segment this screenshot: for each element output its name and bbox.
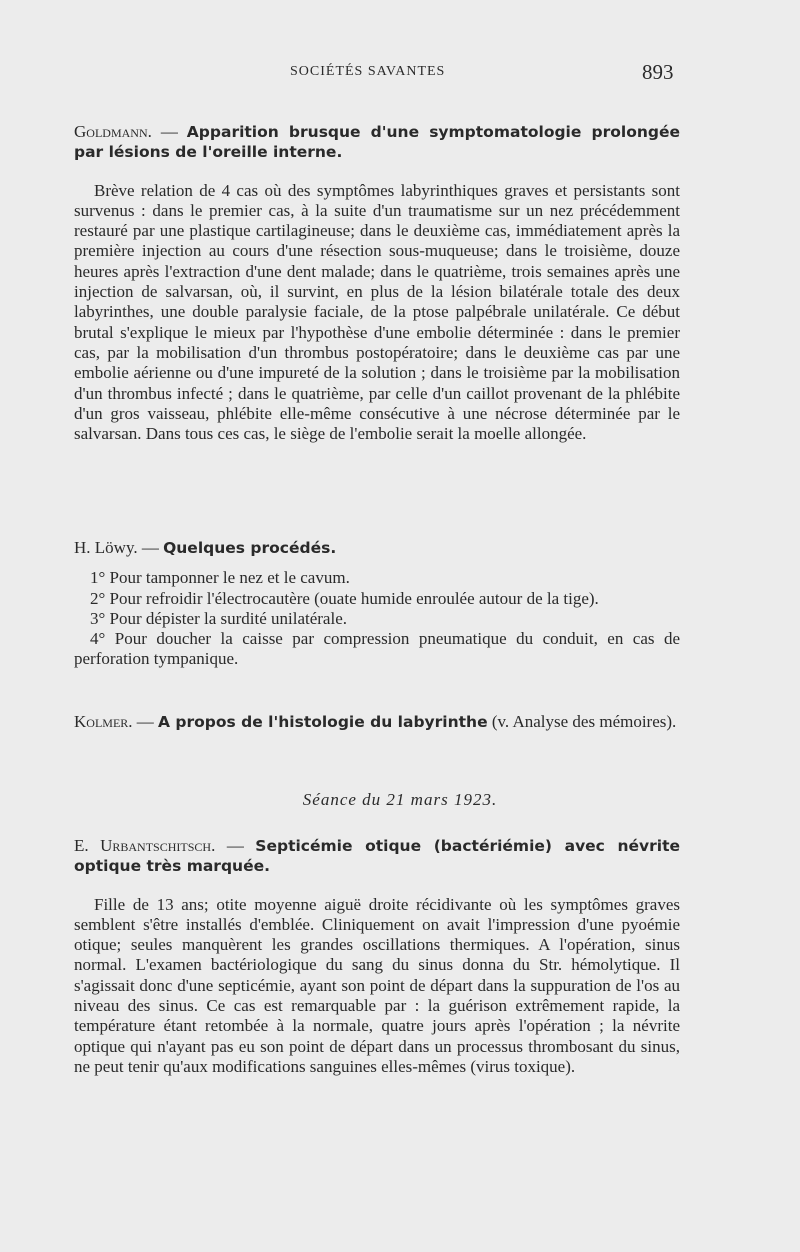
list-item: 4° Pour doucher la caisse par compression pneumatique du conduit, en cas de perforation tympanique. <box>74 629 680 669</box>
page-header <box>0 62 800 86</box>
dash: — <box>141 538 159 557</box>
section-heading <box>74 538 680 558</box>
author-name: Kolmer. <box>74 712 133 731</box>
section-goldmann <box>74 122 680 444</box>
section-title: Quelques procédés. <box>163 539 337 557</box>
procedure-list <box>74 568 680 669</box>
section-title: A propos de l'histologie du labyrinthe <box>158 713 488 731</box>
section-body: Fille de 13 ans; otite moyenne aiguë droite récidivante où les symptômes graves semblent s'être installés d'emblée. Cliniquement on avait l'impression d'une pyoémie otique; seules manquèrent les grandes oscillations thermiques. A l'opération, sinus normal. L'examen bactériologique du sang du sinus donna du Str. hémolytique. Il s'agissait donc d'une septicémie, ayant son point de départ dans la suppuration de l'os au niveau des sinus. Ce cas est remarquable par : la guérison extrêmement rapide, la température étant retombée à la normale, quatre jours après l'opération ; la névrite optique qui n'ayant pas eu son point de départ dans un processus thrombosant du sinus, ne peut tenir qu'aux modifications sanguines elles-mêmes (virus toxique). <box>74 894 680 1076</box>
dash: — <box>136 712 154 731</box>
section-urbantschitsch <box>74 836 680 1077</box>
list-item: 3° Pour dépister la surdité unilatérale. <box>90 608 348 628</box>
author-name: Goldmann. <box>74 122 152 141</box>
author-name: E. Urbantschitsch. <box>74 836 216 855</box>
dash: — <box>160 122 178 141</box>
section-heading <box>74 836 680 877</box>
author-name: H. Löwy. <box>74 538 138 557</box>
section-title: Septicémie otique (bactériémie) avec névrite optique très marquée. <box>74 837 681 876</box>
seance-date: Séance du 21 mars 1923. <box>302 790 498 809</box>
page-number: 893 <box>642 60 674 84</box>
dash: — <box>226 836 244 855</box>
list-item: 1° Pour tamponner le nez et le cavum. <box>90 568 350 588</box>
section-heading <box>74 712 680 732</box>
section-heading <box>74 122 680 163</box>
section-lowy <box>74 538 680 670</box>
list-item: 2° Pour refroidir l'électrocautère (ouate humide enroulée autour de la tige). <box>90 588 599 608</box>
running-title: SOCIÉTÉS SAVANTES <box>290 64 446 79</box>
section-title: Apparition brusque d'une symptomatologie prolongée par lésions de l'oreille interne. <box>74 123 680 162</box>
section-reference: (v. Analyse des mémoires). <box>491 712 677 731</box>
section-kolmer <box>74 712 680 732</box>
section-body: Brève relation de 4 cas où des symptômes labyrinthiques graves et persistants sont survenus : dans le premier cas, à la suite d'un traumatisme sur un nez précédemment restauré par une plastique cartilagineuse; dans le deuxième cas, immédiatement après la première injection au cours d'une résection sous-muqueuse; dans le troisième, douze heures après l'extraction d'une dent malade; dans le quatrième, trois semaines après une injection de salvarsan, où, il survint, en plus de la lésion bilatérale totale des deux labyrinthes, une double paralysie faciale, de la ptose palpébrale unilatérale. Ce début brutal s'explique le mieux par l'hypothèse d'une embolie déterminée : dans le premier cas, par la mobilisation d'un thrombus postopératoire; dans le deuxième cas par une embolie aérienne ou d'une impureté de la solution ; dans le troisième par la mobilisation d'un thrombus infecté ; dans le quatrième, par celle d'un caillot provenant de la phlébite d'un gros vaisseau, phlébite elle-même consécutive à une nécrose déterminée par le salvarsan. Dans tous ces cas, le siège de l'embolie serait la moelle allongée. <box>74 180 680 444</box>
